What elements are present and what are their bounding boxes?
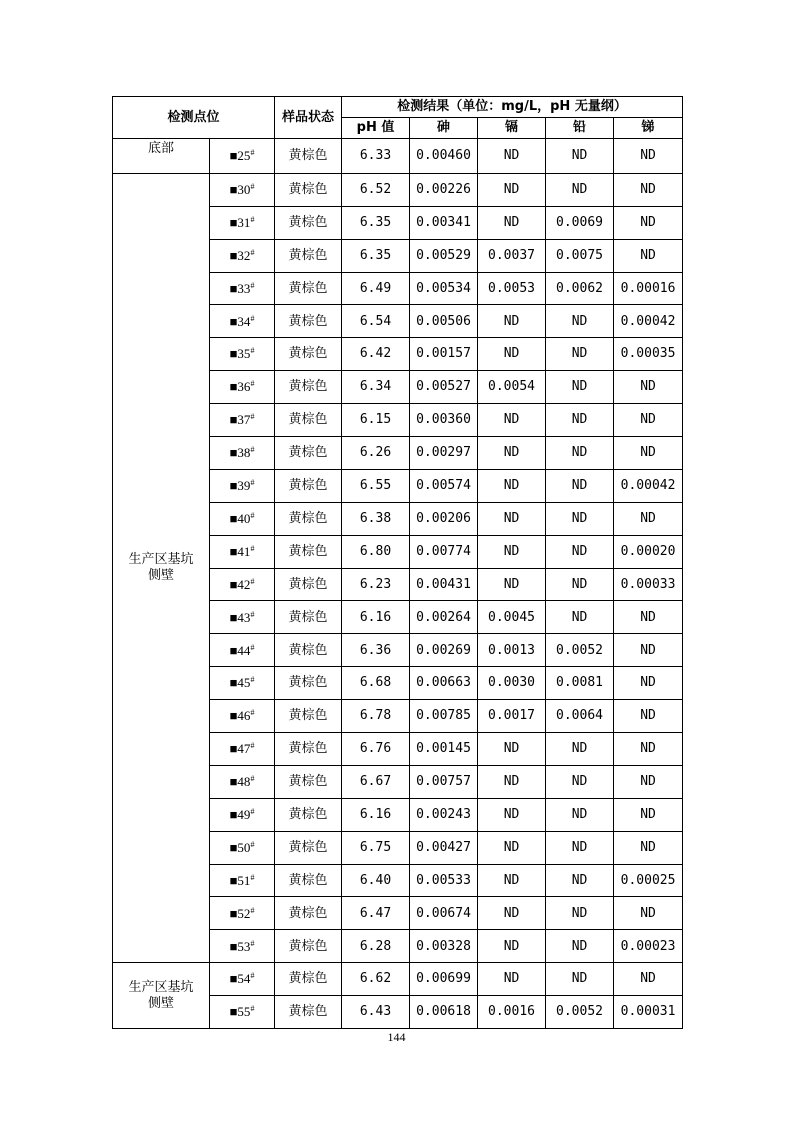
ph-cell: 6.75 [342, 831, 410, 864]
ph-cell: 6.67 [342, 765, 410, 798]
sample-id-cell [210, 338, 275, 371]
ph-cell: 6.80 [342, 535, 410, 568]
antimony-cell: ND [614, 765, 683, 798]
lead-cell: ND [546, 404, 614, 437]
sample-mark: # [250, 1004, 255, 1014]
sample-mark: # [250, 642, 255, 652]
arsenic-cell: 0.00757 [410, 765, 478, 798]
state-cell: 黄棕色 [275, 371, 342, 404]
sample-mark: # [250, 872, 255, 882]
state-cell: 黄棕色 [275, 765, 342, 798]
sample-id-cell [210, 305, 275, 338]
cadmium-cell: ND [478, 139, 546, 174]
sample-mark: # [250, 379, 255, 389]
sample-id: ■48 [229, 774, 251, 790]
sample-id: ■46 [229, 708, 251, 724]
sample-id-cell [210, 667, 275, 700]
sample-mark: # [250, 938, 255, 948]
lead-cell: ND [546, 371, 614, 404]
arsenic-cell: 0.00226 [410, 173, 478, 206]
sample-id: ■37 [229, 412, 251, 428]
state-cell: 黄棕色 [275, 996, 342, 1029]
cadmium-cell: ND [478, 963, 546, 996]
lead-cell: ND [546, 568, 614, 601]
sample-id-cell [210, 502, 275, 535]
ph-cell: 6.54 [342, 305, 410, 338]
sample-mark: # [250, 543, 255, 553]
state-cell: 黄棕色 [275, 864, 342, 897]
antimony-cell: 0.00042 [614, 305, 683, 338]
lead-cell: ND [546, 601, 614, 634]
antimony-cell: ND [614, 139, 683, 174]
lead-cell: ND [546, 733, 614, 766]
sample-id: ■34 [229, 313, 251, 329]
arsenic-cell: 0.00574 [410, 469, 478, 502]
ph-cell: 6.49 [342, 272, 410, 305]
sample-id: ■33 [229, 280, 251, 296]
cadmium-cell: ND [478, 173, 546, 206]
state-cell: 黄棕色 [275, 897, 342, 930]
arsenic-cell: 0.00529 [410, 239, 478, 272]
ph-cell: 6.35 [342, 206, 410, 239]
sample-id-cell [210, 272, 275, 305]
sample-id-cell [210, 798, 275, 831]
sample-id: ■25 [229, 148, 251, 164]
antimony-cell: 0.00020 [614, 535, 683, 568]
state-cell: 黄棕色 [275, 272, 342, 305]
cadmium-cell: ND [478, 930, 546, 963]
state-cell: 黄棕色 [275, 469, 342, 502]
arsenic-cell: 0.00618 [410, 996, 478, 1029]
sample-mark: # [250, 708, 255, 718]
arsenic-cell: 0.00427 [410, 831, 478, 864]
sample-id: ■50 [229, 839, 251, 855]
lead-cell: 0.0052 [546, 634, 614, 667]
arsenic-cell: 0.00699 [410, 963, 478, 996]
lead-cell: ND [546, 469, 614, 502]
sample-mark: # [250, 905, 255, 915]
sample-mark: # [250, 609, 255, 619]
arsenic-cell: 0.00774 [410, 535, 478, 568]
sample-id: ■45 [229, 675, 251, 691]
ph-cell: 6.47 [342, 897, 410, 930]
lead-cell: 0.0081 [546, 667, 614, 700]
cadmium-cell: ND [478, 469, 546, 502]
sample-id-cell [210, 535, 275, 568]
sample-mark: # [250, 675, 255, 685]
antimony-cell: 0.00033 [614, 568, 683, 601]
arsenic-cell: 0.00206 [410, 502, 478, 535]
state-cell: 黄棕色 [275, 634, 342, 667]
cadmium-cell: ND [478, 502, 546, 535]
ph-cell: 6.15 [342, 404, 410, 437]
lead-cell: ND [546, 139, 614, 174]
state-cell: 黄棕色 [275, 831, 342, 864]
location-cell: 生产区基坑侧壁 [113, 963, 210, 1029]
sample-id: ■41 [229, 543, 251, 559]
sample-id-cell [210, 469, 275, 502]
lead-cell: ND [546, 535, 614, 568]
cadmium-cell: 0.0053 [478, 272, 546, 305]
results-table [112, 96, 683, 1029]
arsenic-cell: 0.00145 [410, 733, 478, 766]
state-cell: 黄棕色 [275, 305, 342, 338]
sample-id: ■49 [229, 806, 251, 822]
sample-id-cell [210, 437, 275, 470]
ph-cell: 6.28 [342, 930, 410, 963]
ph-cell: 6.16 [342, 798, 410, 831]
cadmium-cell: ND [478, 338, 546, 371]
cadmium-cell: ND [478, 437, 546, 470]
arsenic-cell: 0.00460 [410, 139, 478, 174]
lead-cell: 0.0069 [546, 206, 614, 239]
antimony-cell: ND [614, 502, 683, 535]
lead-cell: ND [546, 502, 614, 535]
header-arsenic: 砷 [410, 118, 478, 139]
cadmium-cell: ND [478, 831, 546, 864]
antimony-cell: ND [614, 601, 683, 634]
lead-cell: ND [546, 963, 614, 996]
lead-cell: ND [546, 305, 614, 338]
antimony-cell: ND [614, 897, 683, 930]
sample-id: ■52 [229, 905, 251, 921]
sample-id: ■42 [229, 576, 251, 592]
antimony-cell: ND [614, 371, 683, 404]
sample-id: ■51 [229, 872, 251, 888]
cadmium-cell: ND [478, 305, 546, 338]
antimony-cell: 0.00042 [614, 469, 683, 502]
antimony-cell: 0.00031 [614, 996, 683, 1029]
sample-id-cell [210, 173, 275, 206]
state-cell: 黄棕色 [275, 798, 342, 831]
antimony-cell: ND [614, 206, 683, 239]
sample-mark: # [250, 510, 255, 520]
arsenic-cell: 0.00506 [410, 305, 478, 338]
cadmium-cell: 0.0054 [478, 371, 546, 404]
lead-cell: ND [546, 173, 614, 206]
header-antimony: 锑 [614, 118, 683, 139]
sample-id: ■39 [229, 478, 251, 494]
sample-mark: # [250, 478, 255, 488]
ph-cell: 6.38 [342, 502, 410, 535]
cadmium-cell: ND [478, 404, 546, 437]
lead-cell: ND [546, 831, 614, 864]
header-results: 检测结果（单位：mg/L，pH 无量纲） [342, 97, 683, 118]
arsenic-cell: 0.00360 [410, 404, 478, 437]
ph-cell: 6.16 [342, 601, 410, 634]
cadmium-cell: 0.0030 [478, 667, 546, 700]
sample-id-cell [210, 568, 275, 601]
antimony-cell: 0.00035 [614, 338, 683, 371]
sample-id: ■54 [229, 971, 251, 987]
state-cell: 黄棕色 [275, 139, 342, 174]
lead-cell: ND [546, 765, 614, 798]
sample-mark: # [250, 214, 255, 224]
sample-id: ■36 [229, 379, 251, 395]
table-row [113, 173, 683, 206]
sample-mark: # [250, 445, 255, 455]
sample-mark: # [250, 576, 255, 586]
ph-cell: 6.34 [342, 371, 410, 404]
table-header [113, 97, 683, 139]
ph-cell: 6.26 [342, 437, 410, 470]
table-row [113, 963, 683, 996]
cadmium-cell: 0.0045 [478, 601, 546, 634]
sample-id-cell [210, 139, 275, 174]
state-cell: 黄棕色 [275, 930, 342, 963]
arsenic-cell: 0.00269 [410, 634, 478, 667]
sample-mark: # [250, 774, 255, 784]
lead-cell: 0.0062 [546, 272, 614, 305]
sample-id-cell [210, 765, 275, 798]
arsenic-cell: 0.00663 [410, 667, 478, 700]
page-number: 144 [387, 1030, 406, 1044]
state-cell: 黄棕色 [275, 437, 342, 470]
lead-cell: 0.0075 [546, 239, 614, 272]
sample-id-cell [210, 371, 275, 404]
sample-mark: # [250, 806, 255, 816]
ph-cell: 6.68 [342, 667, 410, 700]
sample-id: ■30 [229, 182, 251, 198]
arsenic-cell: 0.00674 [410, 897, 478, 930]
antimony-cell: ND [614, 239, 683, 272]
header-lead: 铅 [546, 118, 614, 139]
sample-id: ■44 [229, 642, 251, 658]
cadmium-cell: 0.0017 [478, 700, 546, 733]
sample-id-cell [210, 996, 275, 1029]
arsenic-cell: 0.00534 [410, 272, 478, 305]
state-cell: 黄棕色 [275, 963, 342, 996]
antimony-cell: ND [614, 404, 683, 437]
sample-mark: # [250, 412, 255, 422]
table-row [113, 139, 683, 174]
ph-cell: 6.33 [342, 139, 410, 174]
state-cell: 黄棕色 [275, 568, 342, 601]
sample-id-cell [210, 864, 275, 897]
cadmium-cell: ND [478, 897, 546, 930]
sample-mark: # [250, 182, 255, 192]
ph-cell: 6.40 [342, 864, 410, 897]
header-ph: pH 值 [342, 118, 410, 139]
lead-cell: ND [546, 930, 614, 963]
arsenic-cell: 0.00785 [410, 700, 478, 733]
arsenic-cell: 0.00431 [410, 568, 478, 601]
sample-id-cell [210, 206, 275, 239]
cadmium-cell: ND [478, 798, 546, 831]
antimony-cell: ND [614, 437, 683, 470]
sample-id-cell [210, 239, 275, 272]
cadmium-cell: ND [478, 535, 546, 568]
cadmium-cell: ND [478, 765, 546, 798]
antimony-cell: ND [614, 963, 683, 996]
state-cell: 黄棕色 [275, 206, 342, 239]
sample-id: ■43 [229, 609, 251, 625]
antimony-cell: 0.00023 [614, 930, 683, 963]
state-cell: 黄棕色 [275, 404, 342, 437]
sample-id: ■35 [229, 346, 251, 362]
cadmium-cell: ND [478, 568, 546, 601]
ph-cell: 6.43 [342, 996, 410, 1029]
sample-mark: # [250, 346, 255, 356]
header-location: 检测点位 [113, 97, 275, 139]
sample-id-cell [210, 601, 275, 634]
sample-id-cell [210, 733, 275, 766]
location-cell: 生产区基坑侧壁 [113, 173, 210, 962]
header-state: 样品状态 [275, 97, 342, 139]
antimony-cell: ND [614, 700, 683, 733]
sample-id: ■55 [229, 1004, 251, 1020]
sample-id-cell [210, 831, 275, 864]
header-cadmium: 镉 [478, 118, 546, 139]
sample-id-cell [210, 930, 275, 963]
sample-id: ■47 [229, 741, 251, 757]
location-cell: 底部 [113, 139, 210, 174]
antimony-cell: 0.00025 [614, 864, 683, 897]
lead-cell: ND [546, 437, 614, 470]
state-cell: 黄棕色 [275, 535, 342, 568]
state-cell: 黄棕色 [275, 239, 342, 272]
sample-id-cell [210, 700, 275, 733]
cadmium-cell: 0.0037 [478, 239, 546, 272]
sample-id-cell [210, 897, 275, 930]
antimony-cell: ND [614, 733, 683, 766]
ph-cell: 6.36 [342, 634, 410, 667]
table-body [113, 139, 683, 1029]
sample-mark: # [250, 148, 255, 158]
state-cell: 黄棕色 [275, 502, 342, 535]
antimony-cell: ND [614, 667, 683, 700]
sample-id-cell [210, 404, 275, 437]
arsenic-cell: 0.00341 [410, 206, 478, 239]
cadmium-cell: ND [478, 733, 546, 766]
antimony-cell: ND [614, 173, 683, 206]
ph-cell: 6.62 [342, 963, 410, 996]
sample-id: ■53 [229, 938, 251, 954]
cadmium-cell: ND [478, 206, 546, 239]
sample-id-cell [210, 963, 275, 996]
antimony-cell: ND [614, 831, 683, 864]
sample-mark: # [250, 280, 255, 290]
arsenic-cell: 0.00264 [410, 601, 478, 634]
sample-id: ■32 [229, 247, 251, 263]
sample-id: ■31 [229, 214, 251, 230]
ph-cell: 6.42 [342, 338, 410, 371]
cadmium-cell: 0.0013 [478, 634, 546, 667]
arsenic-cell: 0.00527 [410, 371, 478, 404]
antimony-cell: 0.00016 [614, 272, 683, 305]
sample-mark: # [250, 247, 255, 257]
arsenic-cell: 0.00328 [410, 930, 478, 963]
ph-cell: 6.35 [342, 239, 410, 272]
state-cell: 黄棕色 [275, 667, 342, 700]
lead-cell: ND [546, 897, 614, 930]
arsenic-cell: 0.00297 [410, 437, 478, 470]
lead-cell: ND [546, 798, 614, 831]
sample-id-cell [210, 634, 275, 667]
sample-mark: # [250, 839, 255, 849]
state-cell: 黄棕色 [275, 338, 342, 371]
sample-mark: # [250, 971, 255, 981]
antimony-cell: ND [614, 634, 683, 667]
lead-cell: ND [546, 864, 614, 897]
state-cell: 黄棕色 [275, 601, 342, 634]
ph-cell: 6.55 [342, 469, 410, 502]
lead-cell: ND [546, 338, 614, 371]
sample-id: ■38 [229, 445, 251, 461]
ph-cell: 6.76 [342, 733, 410, 766]
ph-cell: 6.52 [342, 173, 410, 206]
sample-id: ■40 [229, 510, 251, 526]
state-cell: 黄棕色 [275, 733, 342, 766]
lead-cell: 0.0064 [546, 700, 614, 733]
antimony-cell: ND [614, 798, 683, 831]
arsenic-cell: 0.00533 [410, 864, 478, 897]
cadmium-cell: 0.0016 [478, 996, 546, 1029]
sample-mark: # [250, 741, 255, 751]
ph-cell: 6.78 [342, 700, 410, 733]
ph-cell: 6.23 [342, 568, 410, 601]
lead-cell: 0.0052 [546, 996, 614, 1029]
state-cell: 黄棕色 [275, 700, 342, 733]
arsenic-cell: 0.00243 [410, 798, 478, 831]
state-cell: 黄棕色 [275, 173, 342, 206]
arsenic-cell: 0.00157 [410, 338, 478, 371]
cadmium-cell: ND [478, 864, 546, 897]
sample-mark: # [250, 313, 255, 323]
